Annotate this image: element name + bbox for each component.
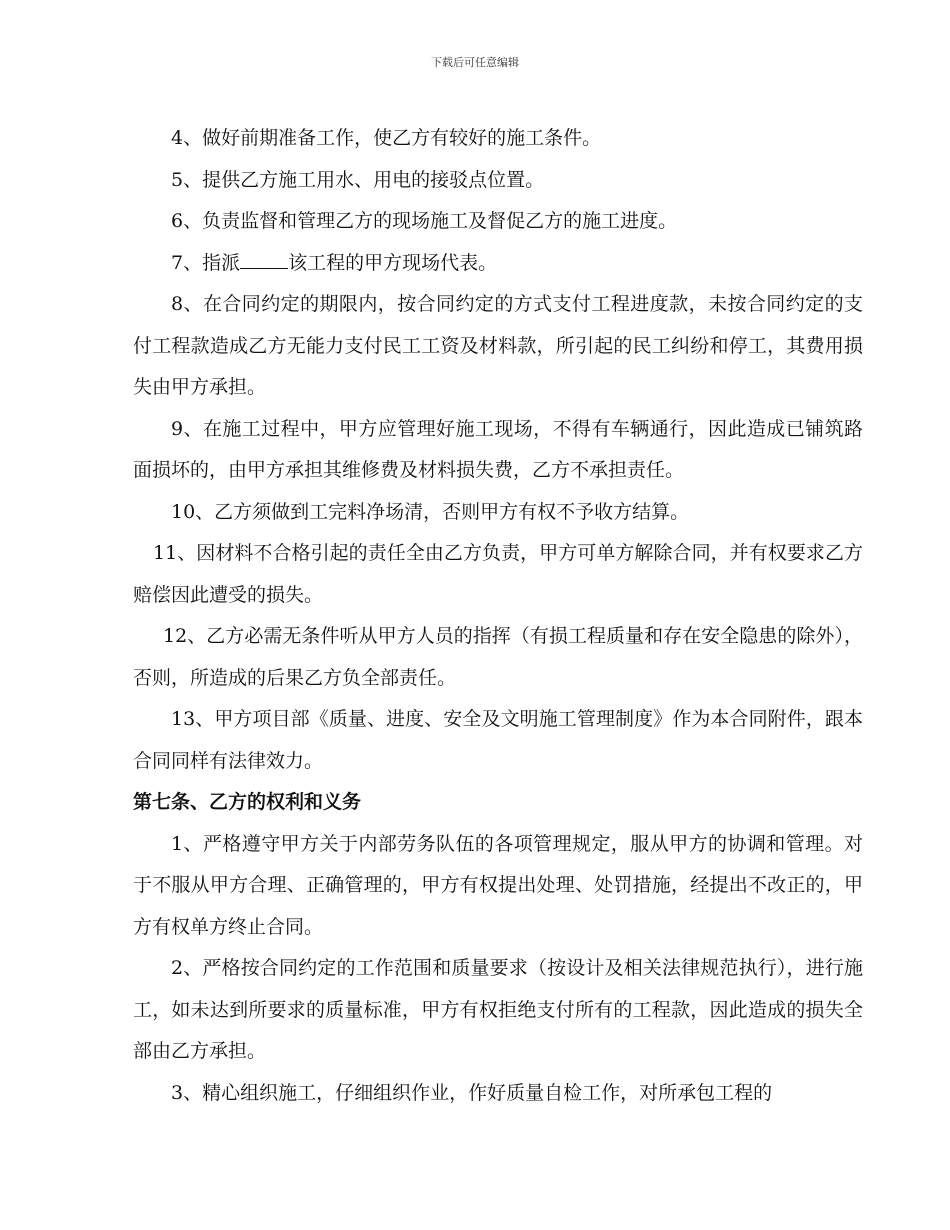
clause-5: 5、提供乙方施工用水、用电的接驳点位置。 [171,168,545,191]
clause-7-suffix: 该工程的甲方现场代表。 [288,251,498,274]
clause-6: 6、负责监督和管理乙方的现场施工及督促乙方的施工进度。 [171,210,678,232]
clause-12: 12、乙方必需无条件听从甲方人员的指挥（有损工程质量和存在安全隐患的除外），否则，所造成的后果乙方负全部责任。 [133,625,863,689]
section-7-clause-2: 2、严格按合同约定的工作范围和质量要求（按设计及相关法律规范执行），进行施工，如未达到所要求的质量标准，甲方有权拒绝支付所有的工程款，因此造成的损失全部由乙方承担。 [133,957,863,1062]
clause-9: 9、在施工过程中，甲方应管理好施工现场，不得有车辆通行，因此造成已铺筑路面损坏的，由甲方承担其维修费及材料损失费，乙方不承担责任。 [133,417,863,481]
clause-7 [133,243,863,285]
clause-13: 13、甲方项目部《质量、进度、安全及文明施工管理制度》作为本合同附件，跟本合同同样有法律效力。 [133,708,863,772]
section-7-title: 第七条、乙方的权利和义务 [133,791,362,813]
section-7-clause-3: 3、精心组织施工，仔细组织作业，作好质量自检工作，对所承包工程的 [171,1081,773,1104]
section-7-clause-1: 1、严格遵守甲方关于内部劳务队伍的各项管理规定，服从甲方的协调和管理。对于不服从甲方合理、正确管理的，甲方有权提出处理、处罚措施，经提出不改正的，甲方有权单方终止合同。 [133,832,863,938]
clause-10: 10、乙方须做到工完料净场清，否则甲方有权不予收方结算。 [171,500,690,523]
document-body [133,118,863,1114]
clause-8: 8、在合同约定的期限内，按合同约定的方式支付工程进度款，未按合同约定的支付工程款造成乙方无能力支付民工工资及材料款，所引起的民工纠纷和停工，其费用损失由甲方承担。 [133,293,863,398]
blank-underline [240,250,288,269]
clause-4: 4、做好前期准备工作，使乙方有较好的施工条件。 [171,127,602,149]
clause-11: 11、因材料不合格引起的责任全由乙方负责，甲方可单方解除合同，并有权要求乙方赔偿因此遭受的损失。 [133,542,863,606]
clause-7-prefix: 7、指派 [171,251,241,274]
page-header-note: 下载后可任意编辑 [431,56,519,69]
